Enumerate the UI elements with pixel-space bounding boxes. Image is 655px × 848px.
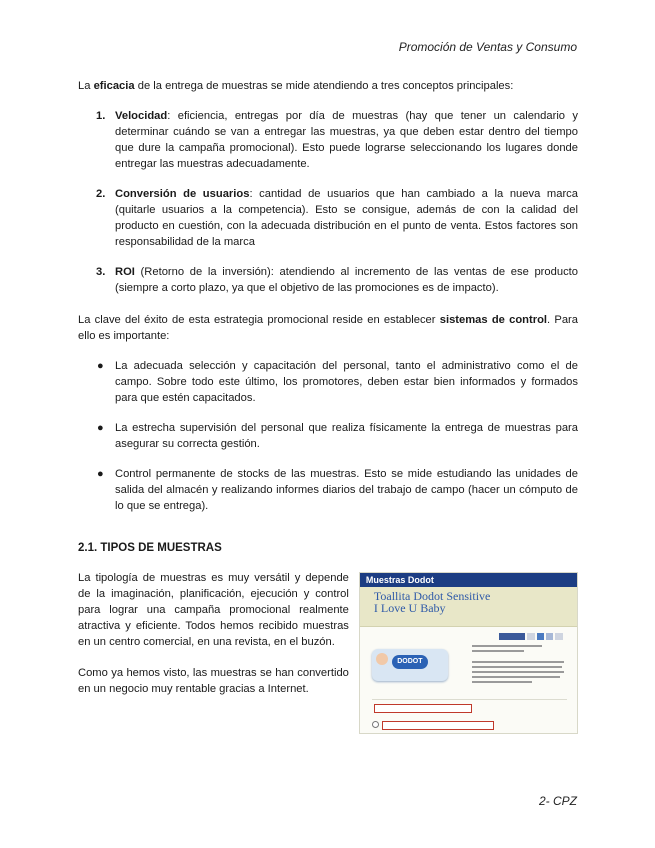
page-header	[399, 40, 577, 54]
image-topbar: Muestras Dodot	[360, 573, 577, 587]
concept-text: : eficiencia, entregas por día de muestras (hay que tener un calendario y determinar cuándo se van a entregar las muestras, ya que deben estar dentro del tiempo que dure la campaña promocional). Esto puede lograrse seleccionando los lugares donde entregar las muestras adecuadamente.	[115, 110, 578, 170]
text-line	[472, 666, 562, 668]
concept-item	[78, 264, 578, 296]
intro-bold: eficacia	[93, 80, 135, 92]
section-paragraph: La tipología de muestras es muy versátil y depende de la imaginación, planificación, ejecución y control para lograr una campaña promocional realmente atractiva y eficiente. Todos hemos recibido muestras en un centro comercial, en una revista, en el buzón.	[78, 572, 349, 648]
twitter-icon	[546, 633, 553, 640]
concept-number: 1.	[96, 110, 106, 122]
wipes-package	[372, 649, 448, 681]
bullet-text: La adecuada selección y capacitación del personal, tanto el administrativo como el de campo. Sobre todo este último, los promotores, deben estar bien informados y formados para que estén capacitados.	[115, 360, 578, 404]
concept-item	[78, 108, 578, 172]
bullet-text: La estrecha supervisión del personal que realiza físicamente la entrega de muestras para asegurar su correcta gestión.	[115, 422, 578, 450]
key-text-after: . Para ello es importante:	[78, 314, 578, 342]
radio-icon	[372, 721, 379, 728]
concept-text: : cantidad de usuarios que han cambiado a la nueva marca (quitarle usuarios a la competencia). Esto se consigue, además de con la calidad del producto en cuestión, con la adecuada distribución en el punto de venta. Estos factores son responsabilidad de la marca	[115, 188, 578, 248]
key-bold: sistemas de control	[439, 314, 548, 326]
section-title: 2.1. TIPOS DE MUESTRAS	[78, 542, 222, 554]
concept-text: (Retorno de la inversión): atendiendo al incremento de las ventas de ese producto (siempre a corto plazo, ya que el objetivo de las promociones es de impacto).	[115, 266, 578, 294]
text-line	[472, 661, 564, 663]
bullet-item	[78, 466, 578, 514]
concept-term: ROI	[115, 266, 135, 278]
page-footer	[539, 794, 577, 808]
bullet-item	[78, 420, 578, 452]
bullet-icon: ●	[97, 360, 104, 372]
key-text-before: La clave del éxito de esta estrategia promocional reside en establecer	[78, 314, 440, 326]
section-text	[78, 570, 349, 734]
intro-text-after: de la entrega de muestras se mide atendiendo a tres conceptos principales:	[134, 80, 514, 92]
share-icon	[555, 633, 563, 640]
key-paragraph	[78, 312, 578, 344]
intro-text-before: La	[78, 80, 94, 92]
social-share-icons	[499, 633, 563, 640]
form-field	[382, 721, 494, 730]
section-paragraph: Como ya hemos visto, las muestras se han convertido en un negocio muy rentable gracias a Internet.	[78, 667, 349, 695]
concept-number: 3.	[96, 266, 106, 278]
text-line	[472, 676, 560, 678]
image-title-line: I Love U Baby	[373, 601, 446, 615]
image-title-line: Toallita Dodot Sensitive	[373, 589, 491, 603]
section-body	[78, 570, 578, 734]
controls-list	[78, 358, 578, 514]
concept-term: Velocidad	[115, 110, 168, 122]
concept-number: 2.	[96, 188, 106, 200]
image-divider	[372, 699, 567, 700]
form-field	[374, 704, 472, 713]
bullet-text: Control permanente de stocks de las muestras. Esto se mide estudiando las unidades de salida del almacén y realizando informes diarios del trabajo de campo (hacer un cómputo de lo que se entrega).	[115, 468, 578, 512]
page-number: 2- CPZ	[538, 794, 577, 808]
concept-term: Conversión de usuarios	[115, 188, 250, 200]
text-line	[472, 650, 524, 652]
document-body	[78, 78, 578, 734]
header-title: Promoción de Ventas y Consumo	[398, 40, 577, 54]
bullet-icon: ●	[97, 468, 104, 480]
tweet-icon	[527, 633, 535, 640]
facebook-icon	[537, 633, 544, 640]
dodot-logo: DODOT	[392, 655, 428, 669]
concepts-list	[78, 108, 578, 296]
text-line	[472, 681, 532, 683]
dodot-sample-image	[359, 572, 578, 734]
text-line	[472, 645, 542, 647]
bullet-icon: ●	[97, 422, 104, 434]
facebook-share-icon	[499, 633, 525, 640]
text-line	[472, 671, 564, 673]
concept-item	[78, 186, 578, 250]
intro-paragraph	[78, 78, 578, 94]
bullet-item	[78, 358, 578, 406]
baby-icon	[376, 653, 388, 665]
image-title-band	[360, 587, 577, 627]
